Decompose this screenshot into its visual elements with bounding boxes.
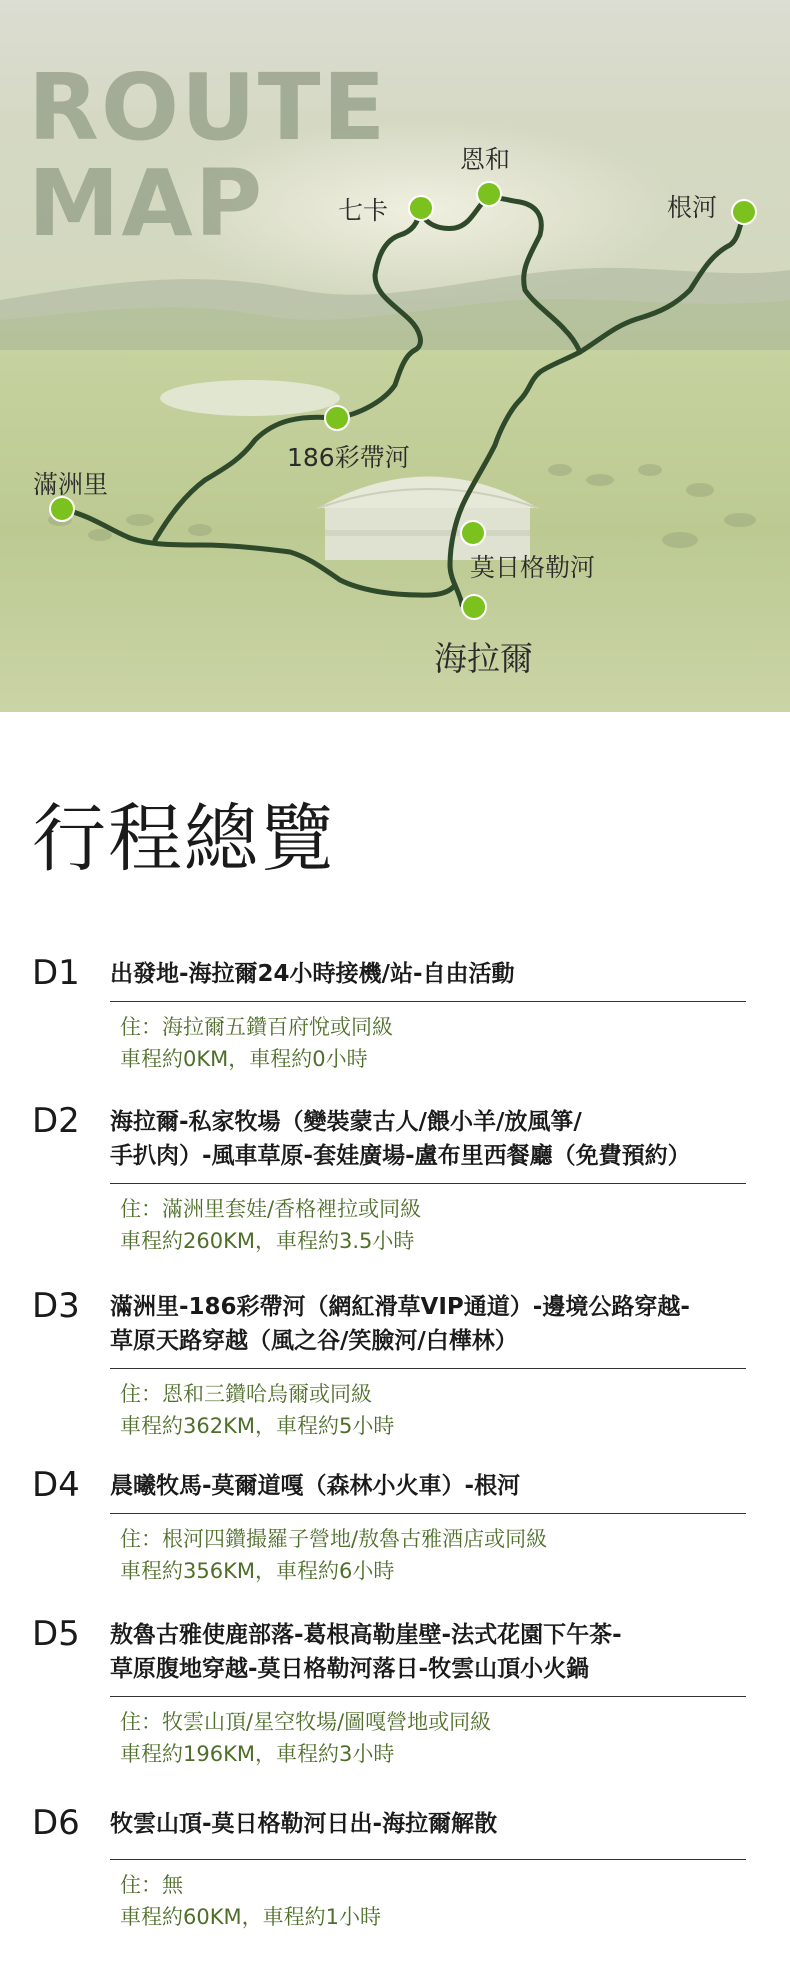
- day-label: D2: [32, 1101, 80, 1141]
- day-drive: 車程約362KM，車程約5小時: [120, 1414, 395, 1438]
- day-label: D5: [32, 1614, 80, 1654]
- day-info: [120, 1706, 491, 1770]
- day-title-line: 晨曦牧馬-莫爾道嘎（森林小火車）-根河: [110, 1473, 521, 1499]
- day-divider: [110, 1513, 746, 1514]
- overview-title: 行程總覽: [32, 796, 336, 882]
- day-divider: [110, 1368, 746, 1369]
- day-title: [110, 1807, 497, 1841]
- day-title: [110, 1618, 622, 1686]
- day-divider: [110, 1696, 746, 1697]
- day-drive: 車程約196KM，車程約3小時: [120, 1742, 395, 1766]
- place-label-enhe: 恩和: [460, 145, 511, 174]
- day-drive: 車程約60KM，車程約1小時: [120, 1905, 381, 1929]
- day-title: [110, 1105, 691, 1173]
- day-title: [110, 957, 515, 991]
- day-title-line: 出發地-海拉爾24小時接機/站-自由活動: [110, 961, 515, 987]
- day-label: D6: [32, 1803, 80, 1843]
- day-divider: [110, 1001, 746, 1002]
- day-title-line: 敖魯古雅使鹿部落-葛根高勒崖壁-法式花園下午茶-: [110, 1622, 622, 1648]
- day-stay: 住：恩和三鑽哈烏爾或同級: [120, 1382, 372, 1406]
- marker-enhe: [477, 182, 501, 206]
- day-title-line: 海拉爾-私家牧場（變裝蒙古人/餵小羊/放風箏/: [110, 1109, 582, 1135]
- place-label-186: 186彩帶河: [287, 443, 410, 472]
- route-title-line1: ROUTE: [28, 54, 388, 161]
- day-title-line: 牧雲山頂-莫日格勒河日出-海拉爾解散: [110, 1811, 498, 1837]
- marker-hailaer: [462, 595, 486, 619]
- marker-186: [325, 406, 349, 430]
- day-drive: 車程約0KM，車程約0小時: [120, 1047, 368, 1071]
- place-label-hailaer: 海拉爾: [434, 639, 533, 678]
- day-divider: [110, 1183, 746, 1184]
- day-title-line: 滿洲里-186彩帶河（網紅滑草VIP通道）-邊境公路穿越-: [110, 1294, 690, 1320]
- marker-qika: [409, 196, 433, 220]
- day-stay: 住：牧雲山頂/星空牧場/圖嘎營地或同級: [120, 1710, 492, 1734]
- place-label-manzhouli: 滿洲里: [33, 470, 109, 499]
- day-title-line: 手扒肉）-風車草原-套娃廣場-盧布里西餐廳（免費預約）: [110, 1143, 691, 1169]
- day-drive: 車程約260KM，車程約3.5小時: [120, 1229, 415, 1253]
- route-map-title: [28, 54, 388, 257]
- pond: [160, 380, 340, 416]
- day-divider: [110, 1859, 746, 1860]
- day-stay: 住：滿洲里套娃/香格裡拉或同級: [120, 1197, 422, 1221]
- day-label: D1: [32, 953, 80, 993]
- day-info: [120, 1378, 394, 1442]
- place-label-qika: 七卡: [338, 196, 389, 225]
- day-label: D3: [32, 1286, 80, 1326]
- day-label: D4: [32, 1465, 80, 1505]
- day-stay: 住：根河四鑽撮羅子營地/敖魯古雅酒店或同級: [120, 1527, 548, 1551]
- day-title-line: 草原腹地穿越-莫日格勒河落日-牧雲山頂小火鍋: [110, 1656, 590, 1682]
- place-label-morigele: 莫日格勒河: [470, 553, 596, 582]
- place-label-genhe: 根河: [667, 193, 718, 222]
- route-title-line2: MAP: [28, 150, 265, 257]
- day-title: [110, 1290, 690, 1358]
- day-drive: 車程約356KM，車程約6小時: [120, 1559, 395, 1583]
- day-info: [120, 1523, 547, 1587]
- marker-morigele: [461, 521, 485, 545]
- marker-genhe: [732, 200, 756, 224]
- day-title-line: 草原天路穿越（風之谷/笑臉河/白樺林）: [110, 1328, 518, 1354]
- day-info: [120, 1193, 421, 1257]
- day-info: [120, 1011, 393, 1075]
- day-stay: 住：無: [120, 1873, 183, 1897]
- day-info: [120, 1869, 381, 1933]
- day-stay: 住：海拉爾五鑽百府悅或同級: [120, 1015, 393, 1039]
- route-map-hero: [0, 0, 790, 712]
- day-title: [110, 1469, 520, 1503]
